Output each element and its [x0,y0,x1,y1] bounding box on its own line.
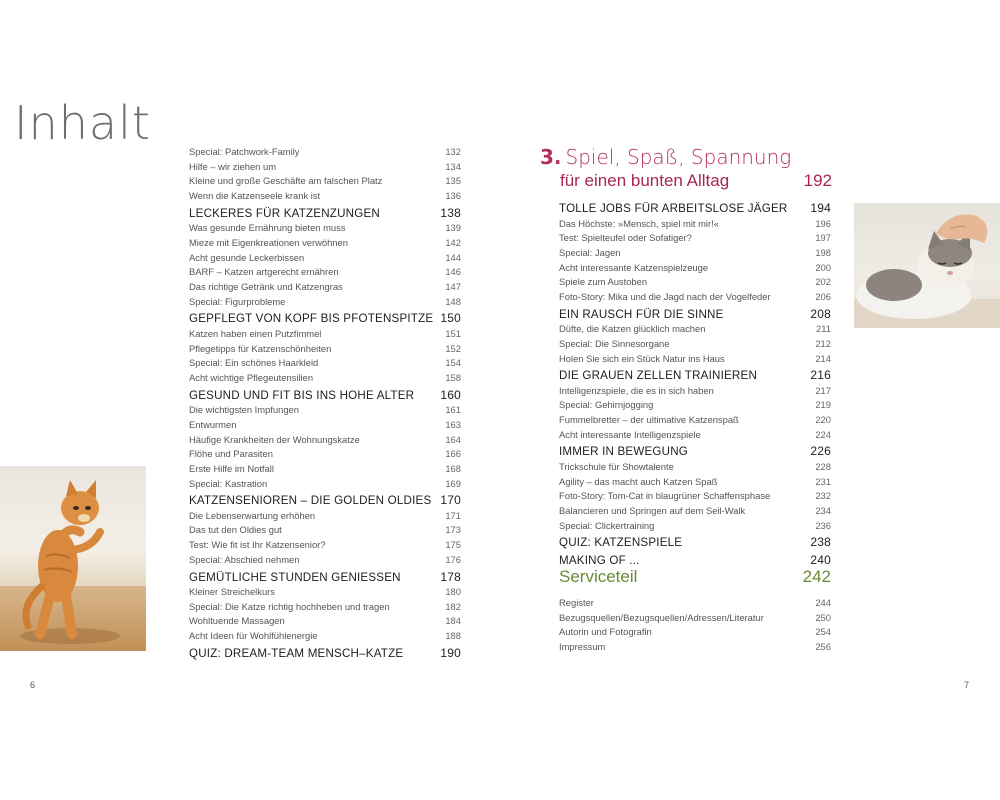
toc-entry-title: Agility – das macht auch Katzen Spaß [559,475,718,487]
toc-entry [189,357,461,372]
toc-entry-title: Das Höchste: »Mensch, spiel mit mir!« [559,217,719,229]
toc-entry-page: 256 [815,641,831,653]
toc-entry [189,222,461,237]
toc-entry-page: 144 [445,251,461,263]
toc-entry-page: 236 [815,519,831,531]
toc-entry-title: EIN RAUSCH FÜR DIE SINNE [559,307,724,321]
toc-entry-title: Impressum [559,641,606,653]
toc-entry-title: Foto-Story: Tom-Cat in blaugrüner Schaffensphase [559,490,771,502]
toc-entry-page: 139 [445,222,461,234]
toc-entry-page: 232 [815,490,831,502]
toc-entry-title: IMMER IN BEWEGUNG [559,445,689,459]
toc-entry [559,218,831,233]
toc-section-heading [559,201,831,218]
chapter-subtitle-row [560,171,832,191]
toc-entry-title: Kleiner Streichelkurs [189,586,275,597]
toc-entry-page: 146 [445,266,461,278]
toc-entry-page: 240 [810,552,831,567]
toc-entry-page: 135 [445,175,461,187]
toc-entry [559,232,831,247]
toc-entry-page: 184 [445,615,461,627]
toc-entry-title: MAKING OF ... [559,553,640,567]
toc-entry-title: Bezugsquellen/Bezugsquellen/Adressen/Literatur [559,611,764,623]
page-number-right: 7 [964,680,970,690]
toc-entry [189,404,461,419]
toc-entry [189,478,461,493]
toc-entry-title: BARF – Katzen artgerecht ernähren [189,266,339,278]
toc-entry [559,291,831,306]
toc-entry-title: Test: Wie fit ist Ihr Katzensenior? [189,539,326,551]
toc-entry-page: 178 [440,569,461,584]
toc-entry-title: QUIZ: KATZENSPIELE [559,536,683,550]
toc-entry [559,247,831,262]
toc-entry-title: Special: Kastration [189,477,268,489]
toc-entry-page: 164 [445,433,461,445]
toc-entry-page: 142 [445,236,461,248]
toc-entry [559,476,831,491]
toc-entry-title: Entwurmen [189,418,237,430]
toc-entry-title: Trickschule für Showtalente [559,460,674,472]
toc-entry [559,641,831,656]
toc-entry-title: Special: Jagen [559,246,621,258]
toc-entry-page: 158 [445,371,461,383]
toc-entry-page: 161 [445,404,461,416]
toc-entry [189,328,461,343]
toc-entry [559,429,831,444]
toc-entry-title: Das tut den Oldies gut [189,524,282,536]
toc-entry-page: 132 [445,146,461,157]
toc-entry-page: 138 [440,205,461,220]
toc-entry-page: 152 [445,342,461,354]
toc-entry-page: 169 [445,477,461,489]
toc-entry-title: Special: Die Katze richtig hochheben und tragen [189,600,390,612]
toc-entry [559,276,831,291]
toc-entry-title: Test: Spielteufel oder Sofatiger? [559,232,692,244]
toc-entry-title: Special: Figurprobleme [189,295,286,307]
kitten-photo [0,466,146,651]
toc-entry [189,524,461,539]
petted-cat-photo [854,203,1000,328]
toc-section-heading [189,206,461,223]
toc-entry-page: 219 [815,399,831,411]
toc-entry-title: Spiele zum Austoben [559,276,648,288]
toc-entry-page: 188 [445,630,461,642]
toc-entry-title: Die wichtigsten Impfungen [189,404,299,416]
toc-entry-page: 154 [445,357,461,369]
toc-entry-title: Fummelbretter – der ultimative Katzenspaß [559,414,739,426]
toc-entry-title: KATZENSENIOREN – DIE GOLDEN OLDIES [189,494,432,508]
toc-entry-title: Acht wichtige Pflegeutensilien [189,371,314,383]
toc-section-heading [189,570,461,587]
toc-entry [189,252,461,267]
toc-entry-page: 244 [815,597,831,608]
toc-entry-title: Die Lebenserwartung erhöhen [189,509,316,521]
toc-entry-page: 148 [445,295,461,307]
toc-entry-page: 170 [440,493,461,508]
toc-entry-title: Erste Hilfe im Notfall [189,462,274,474]
toc-entry [189,237,461,252]
toc-entry-page: 196 [815,217,831,229]
toc-entry-page: 214 [815,352,831,364]
toc-entry-page: 173 [445,524,461,536]
toc-entry-page: 216 [810,368,831,383]
toc-entry [189,463,461,478]
page-title: Inhalt [14,96,151,150]
toc-entry-title: GESUND UND FIT BIS INS HOHE ALTER [189,388,415,402]
toc-entry [189,146,461,161]
toc-entry [559,612,831,627]
toc-entry [189,372,461,387]
toc-entry-page: 208 [810,306,831,321]
toc-entry-title: Flöhe und Parasiten [189,448,273,460]
toc-section-heading [559,535,831,552]
toc-entry-title: Acht gesunde Leckerbissen [189,251,305,263]
toc-section-heading [559,368,831,385]
toc-entry-page: 212 [815,337,831,349]
toc-entry-title: Düfte, die Katzen glücklich machen [559,323,706,335]
toc-section-heading [559,444,831,461]
toc-entry-title: Mieze mit Eigenkreationen verwöhnen [189,236,348,248]
toc-entry-page: 166 [445,448,461,460]
toc-entry-page: 134 [445,160,461,172]
toc-entry-title: DIE GRAUEN ZELLEN TRAINIEREN [559,369,758,383]
chapter-subtitle: für einen bunten Alltag [560,171,730,190]
toc-entry-page: 190 [440,645,461,660]
toc-entry-page: 211 [816,323,831,335]
chapter-number: 3. [540,145,562,169]
toc-section-heading [189,311,461,328]
toc-entry-title: Acht interessante Katzenspielzeuge [559,261,709,273]
toc-entry-title: Häufige Krankheiten der Wohnungskatze [189,433,360,445]
toc-entry [189,175,461,190]
toc-entry [559,461,831,476]
chapter-title-line1 [540,145,832,169]
toc-entry-title: Acht interessante Intelligenzspiele [559,428,701,440]
toc-entry-title: GEPFLEGT VON KOPF BIS PFOTENSPITZE [189,312,434,326]
toc-entry-page: 197 [815,232,831,244]
service-title: Serviceteil [559,567,638,586]
toc-entry [189,266,461,281]
petted-cat-image [854,203,1000,328]
toc-entry-page: 171 [445,509,461,521]
toc-entry-page: 147 [445,281,461,292]
toc-entry [189,296,461,311]
toc-entry-title: Special: Abschied nehmen [189,553,300,565]
toc-entry-page: 238 [810,535,831,550]
toc-entry [189,554,461,569]
page-number-left: 6 [30,680,36,690]
toc-entry [559,399,831,414]
toc-entry-title: QUIZ: DREAM-TEAM MENSCH–KATZE [189,646,404,660]
toc-entry-page: 217 [815,384,831,396]
toc-entry-page: 202 [815,276,831,288]
toc-entry [559,323,831,338]
toc-entry-title: Katzen haben einen Putzfimmel [189,327,322,339]
toc-entry-title: TOLLE JOBS FÜR ARBEITSLOSE JÄGER [559,202,788,215]
toc-entry-page: 231 [815,475,831,487]
toc-entry-title: Register [559,597,594,608]
service-heading [559,567,831,587]
toc-entry-title: Wenn die Katzenseele krank ist [189,190,321,202]
toc-entry [559,520,831,535]
toc-entry-title: Intelligenzspiele, die es in sich haben [559,384,714,396]
toc-entry-page: 176 [445,553,461,565]
toc-entry-page: 226 [810,444,831,459]
toc-entry [189,615,461,630]
toc-entry-page: 175 [445,539,461,551]
toc-entry [189,281,461,296]
toc-entry [559,490,831,505]
toc-entry-title: Special: Die Sinnesorgane [559,337,670,349]
toc-entry-page: 150 [440,311,461,326]
toc-entry-title: Foto-Story: Mika und die Jagd nach der Vogelfeder [559,290,771,302]
toc-entry-title: Acht Ideen für Wohlfühlenergie [189,630,318,642]
toc-entry [189,630,461,645]
toc-entry-title: Holen Sie sich ein Stück Natur ins Haus [559,352,725,364]
toc-entry [189,586,461,601]
toc-entry-page: 163 [445,418,461,430]
toc-entry [189,190,461,205]
toc-entry-title: LECKERES FÜR KATZENZUNGEN [189,206,380,220]
orange-kitten-image [0,466,146,651]
toc-entry [189,510,461,525]
chapter-title: Spiel, Spaß, Spannung [565,145,792,169]
toc-entry [189,434,461,449]
toc-entry [189,343,461,358]
toc-entry-title: Balancieren und Springen auf dem Seil-Walk [559,505,746,516]
toc-entry-title: Special: Clickertraining [559,519,655,531]
toc-entry-title: GEMÜTLICHE STUNDEN GENIESSEN [189,570,401,584]
toc-entry-page: 136 [445,190,461,202]
toc-right-column [559,200,831,569]
toc-section-heading [189,388,461,405]
toc-entry [559,262,831,277]
toc-service-column [559,597,831,656]
toc-entry [559,353,831,368]
toc-entry [189,448,461,463]
chapter-heading [540,145,832,191]
toc-section-heading [559,307,831,324]
toc-entry-page: 220 [815,414,831,426]
toc-entry-page: 254 [815,626,831,638]
toc-entry [189,419,461,434]
toc-entry [189,161,461,176]
toc-entry-page: 180 [445,586,461,597]
toc-entry-page: 168 [445,462,461,474]
toc-entry-page: 194 [810,201,831,215]
toc-entry-title: Das richtige Getränk und Katzengras [189,281,343,292]
toc-entry-title: Hilfe – wir ziehen um [189,160,277,172]
toc-entry-title: Special: Ein schönes Haarkleid [189,357,319,369]
toc-entry-page: 250 [815,611,831,623]
chapter-page: 192 [803,171,832,190]
toc-entry [189,601,461,616]
toc-entry [559,414,831,429]
toc-entry [559,385,831,400]
toc-entry-page: 206 [815,290,831,302]
toc-entry-title: Kleine und große Geschäfte am falschen Platz [189,175,383,187]
toc-entry-page: 160 [440,387,461,402]
toc-entry-title: Autorin und Fotografin [559,626,652,638]
toc-left-column [189,146,461,662]
toc-section-heading [189,493,461,510]
toc-entry-page: 200 [815,261,831,273]
toc-entry [559,338,831,353]
toc-entry [559,505,831,520]
toc-entry-page: 228 [815,460,831,472]
toc-entry-page: 198 [815,246,831,258]
toc-entry [559,626,831,641]
toc-entry-title: Special: Gehirnjogging [559,399,654,411]
service-page: 242 [802,567,831,586]
toc-entry [559,597,831,612]
toc-entry-page: 224 [815,428,831,440]
toc-section-heading [189,646,461,663]
toc-entry-title: Was gesunde Ernährung bieten muss [189,222,346,234]
toc-entry-page: 151 [445,327,461,339]
toc-entry [189,539,461,554]
toc-entry-page: 234 [815,505,831,516]
toc-entry-page: 182 [445,600,461,612]
toc-entry-title: Pflegetipps für Katzenschönheiten [189,342,332,354]
toc-entry-title: Wohltuende Massagen [189,615,285,627]
toc-entry-title: Special: Patchwork-Family [189,146,300,157]
